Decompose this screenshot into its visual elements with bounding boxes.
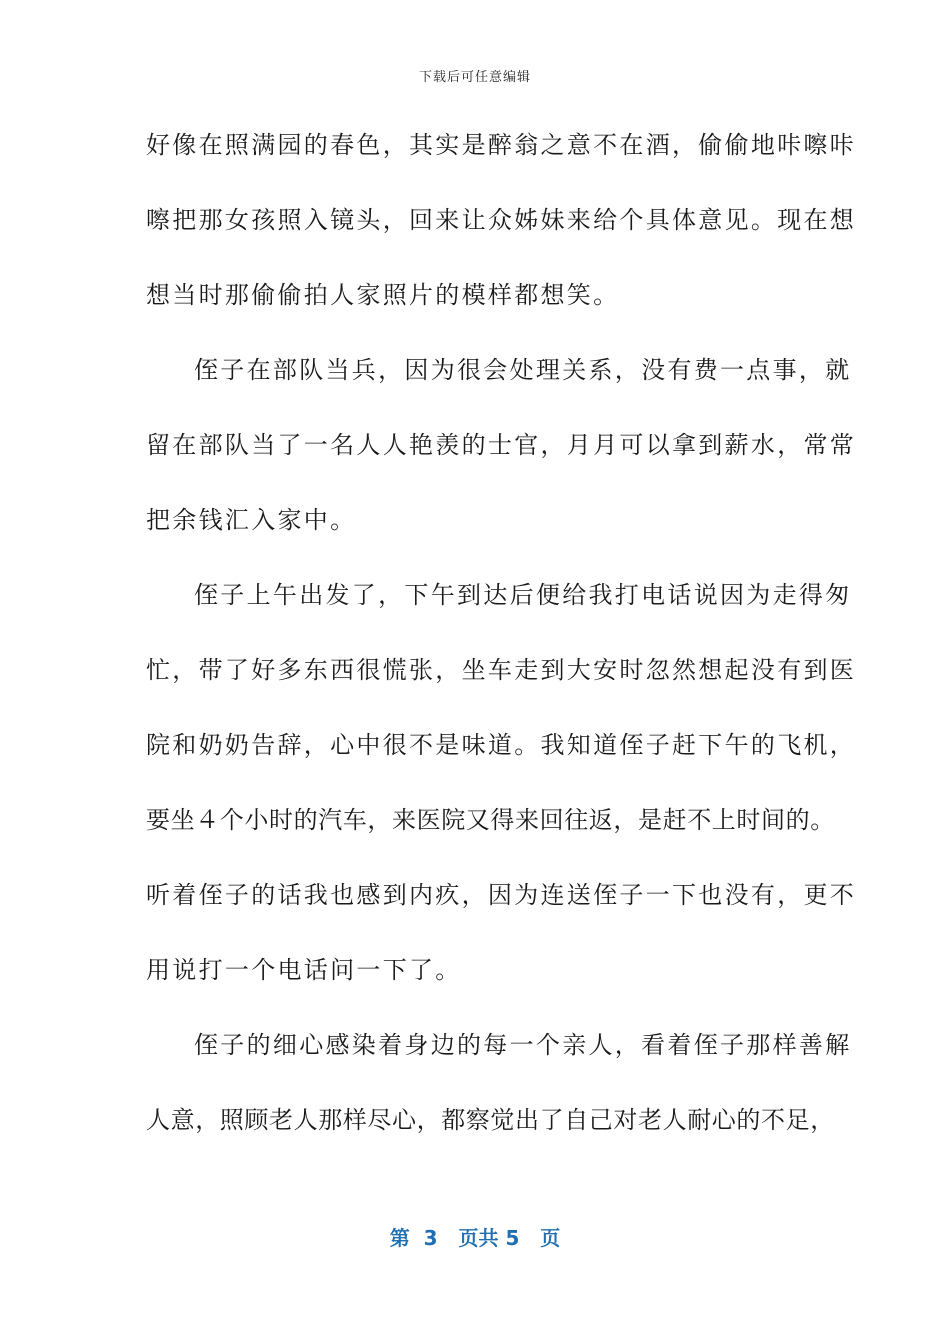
text-line: 人意，照顾老人那样尽心，都察觉出了自己对老人耐心的不足，: [146, 1106, 835, 1134]
text-line: 要坐４个小时的汽车，来医院又得来回往返，是赶不上时间的。: [146, 806, 835, 834]
text-line: 忙，带了好多东西很慌张，坐车走到大安时忽然想起没有到医: [146, 656, 857, 684]
text-line: 院和奶奶告辞，心中很不是味道。我知道侄子赶下午的飞机，: [146, 731, 857, 759]
paragraph-start-line: 侄子的细心感染着身边的每一个亲人，看着侄子那样善解: [194, 1031, 852, 1059]
text-line: 好像在照满园的春色，其实是醉翁之意不在酒，偷偷地咔嚓咔: [146, 131, 857, 159]
page-header: 下载后可任意编辑: [418, 70, 531, 85]
paragraph-start-line: 侄子上午出发了，下午到达后便给我打电话说因为走得匆: [194, 581, 852, 609]
text-line: 想当时那偷偷拍人家照片的模样都想笑。: [146, 281, 620, 309]
paragraph-start-line: 侄子在部队当兵，因为很会处理关系，没有费一点事，就: [194, 356, 852, 384]
text-line: 把余钱汇入家中。: [146, 506, 357, 534]
text-line: 听着侄子的话我也感到内疚，因为连送侄子一下也没有，更不: [146, 881, 857, 909]
document-body: [146, 120, 857, 1170]
page-number-footer: 第 3 页共 5 页: [389, 1226, 561, 1250]
text-line: 嚓把那女孩照入镜头，回来让众姊妹来给个具体意见。现在想: [146, 206, 857, 234]
text-line: 用说打一个电话问一下了。: [146, 956, 462, 984]
text-line: 留在部队当了一名人人艳羡的士官，月月可以拿到薪水，常常: [146, 431, 857, 459]
